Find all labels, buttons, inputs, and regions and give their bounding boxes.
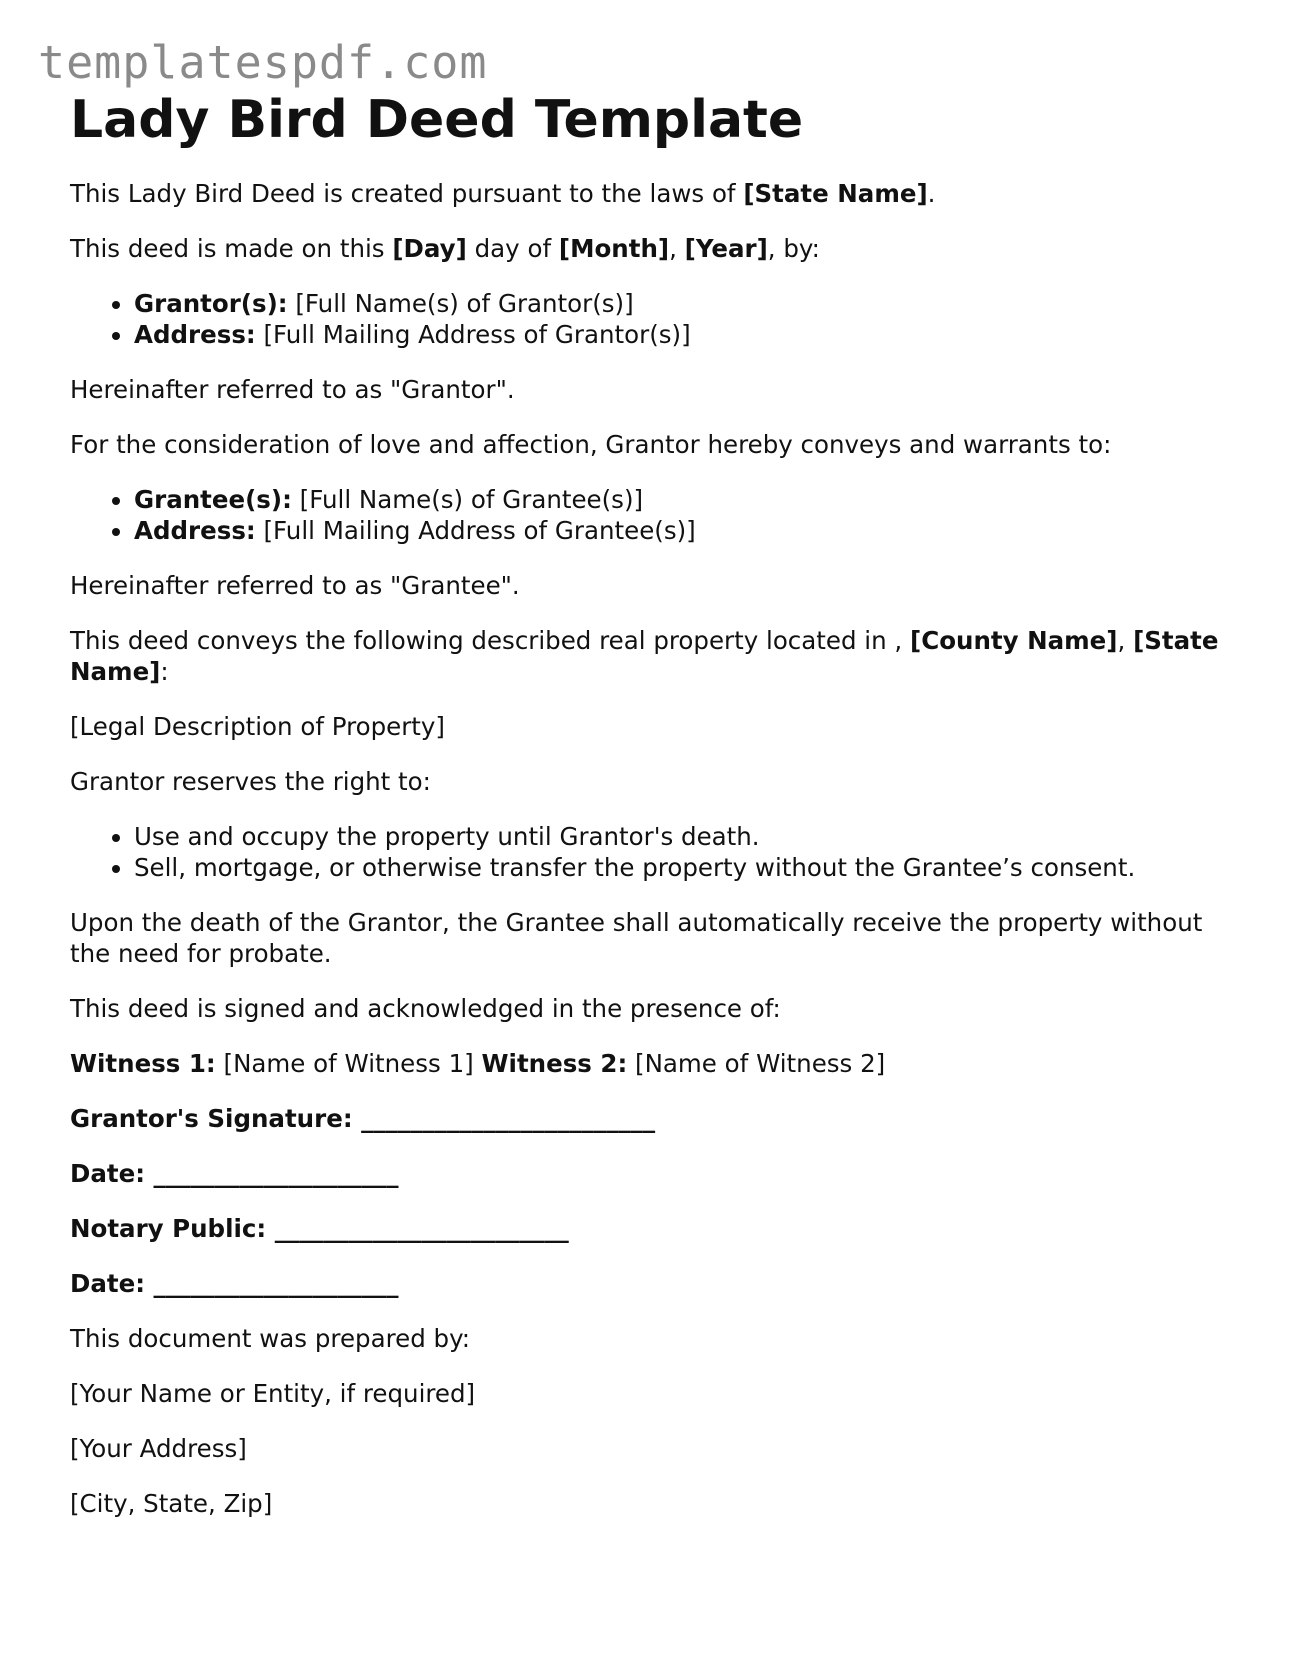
grantor-signature-field[interactable]: Grantor's Signature: ________________________ [70, 1104, 656, 1133]
grantee-address-label: Address: [134, 516, 256, 545]
prepared-intro: This document was prepared by: [70, 1324, 471, 1353]
date-day: [Day] [392, 234, 467, 263]
date-field-2[interactable]: Date: ____________________ [70, 1269, 399, 1298]
grantor-address-label: Address: [134, 320, 256, 349]
legal-description: [Legal Description of Property] [70, 712, 445, 741]
grantor-signature-line [70, 1103, 1250, 1134]
grantee-name-item [134, 484, 1250, 515]
grantor-address-value: [Full Mailing Address of Grantor(s)] [255, 320, 691, 349]
grantee-name-value: [Full Name(s) of Grantee(s)] [291, 485, 644, 514]
reserves-list [70, 821, 1250, 883]
date-line-2 [70, 1268, 1250, 1299]
intro-paragraph [70, 178, 1250, 209]
grantor-list [70, 288, 1250, 350]
date-field-1[interactable]: Date: ____________________ [70, 1159, 399, 1188]
grantor-name-item [134, 288, 1250, 319]
date-prefix: This deed is made on this [70, 234, 393, 263]
grantee-list [70, 484, 1250, 546]
reserve-item: • Use and occupy the property until Grantor's death. [134, 821, 1250, 852]
death-clause: Upon the death of the Grantor, the Grantee shall automatically receive the property without the need for probate. [70, 908, 1203, 968]
witness2-value: [Name of Witness 2] [627, 1049, 886, 1078]
document-title: Lady Bird Deed Template [70, 90, 804, 150]
grantee-address-item [134, 515, 1250, 546]
intro-state: [State Name] [743, 179, 928, 208]
grantor-reference: Hereinafter referred to as "Grantor". [70, 375, 515, 404]
prepared-name: [Your Name or Entity, if required] [70, 1379, 476, 1408]
grantee-name-label: Grantee(s): [134, 485, 292, 514]
date-month: [Month] [558, 234, 670, 263]
witness1-value: [Name of Witness 1] [215, 1049, 482, 1078]
property-state: [State Name] [70, 626, 1219, 686]
property-paragraph [70, 625, 1250, 687]
prepared-city: [City, State, Zip] [70, 1489, 273, 1518]
grantee-reference: Hereinafter referred to as "Grantee". [70, 571, 520, 600]
witness2-label: Witness 2: [481, 1049, 628, 1078]
witness1-label: Witness 1: [70, 1049, 216, 1078]
property-end: : [160, 657, 169, 686]
grantor-name-label: Grantor(s): [134, 289, 288, 318]
grantor-address-item [134, 319, 1250, 350]
date-mid: day of [466, 234, 559, 263]
reserve-item: • Sell, mortgage, or otherwise transfer the property without the Grantee’s consent. [134, 852, 1250, 883]
date-paragraph [70, 233, 1250, 264]
date-year: [Year] [684, 234, 768, 263]
grantee-address-value: [Full Mailing Address of Grantee(s)] [255, 516, 696, 545]
property-text: This deed conveys the following described real property located in , [70, 626, 911, 655]
date-suffix: , by: [767, 234, 820, 263]
reserves-intro: Grantor reserves the right to: [70, 767, 431, 796]
watermark: templatespdf.com [38, 36, 488, 89]
presence-paragraph: This deed is signed and acknowledged in the presence of: [70, 994, 781, 1023]
notary-field[interactable]: Notary Public: ________________________ [70, 1214, 569, 1243]
prepared-address: [Your Address] [70, 1434, 247, 1463]
intro-end: . [927, 179, 936, 208]
notary-line [70, 1213, 1250, 1244]
date-line-1 [70, 1158, 1250, 1189]
date-sep: , [669, 234, 685, 263]
consideration-paragraph: For the consideration of love and affection, Grantor hereby conveys and warrants to: [70, 430, 1112, 459]
property-sep: , [1117, 626, 1134, 655]
property-county: [County Name] [910, 626, 1118, 655]
document-body [70, 88, 1250, 1543]
grantor-name-value: [Full Name(s) of Grantor(s)] [287, 289, 634, 318]
witness-line [70, 1048, 1250, 1079]
intro-text: This Lady Bird Deed is created pursuant to the laws of [70, 179, 744, 208]
